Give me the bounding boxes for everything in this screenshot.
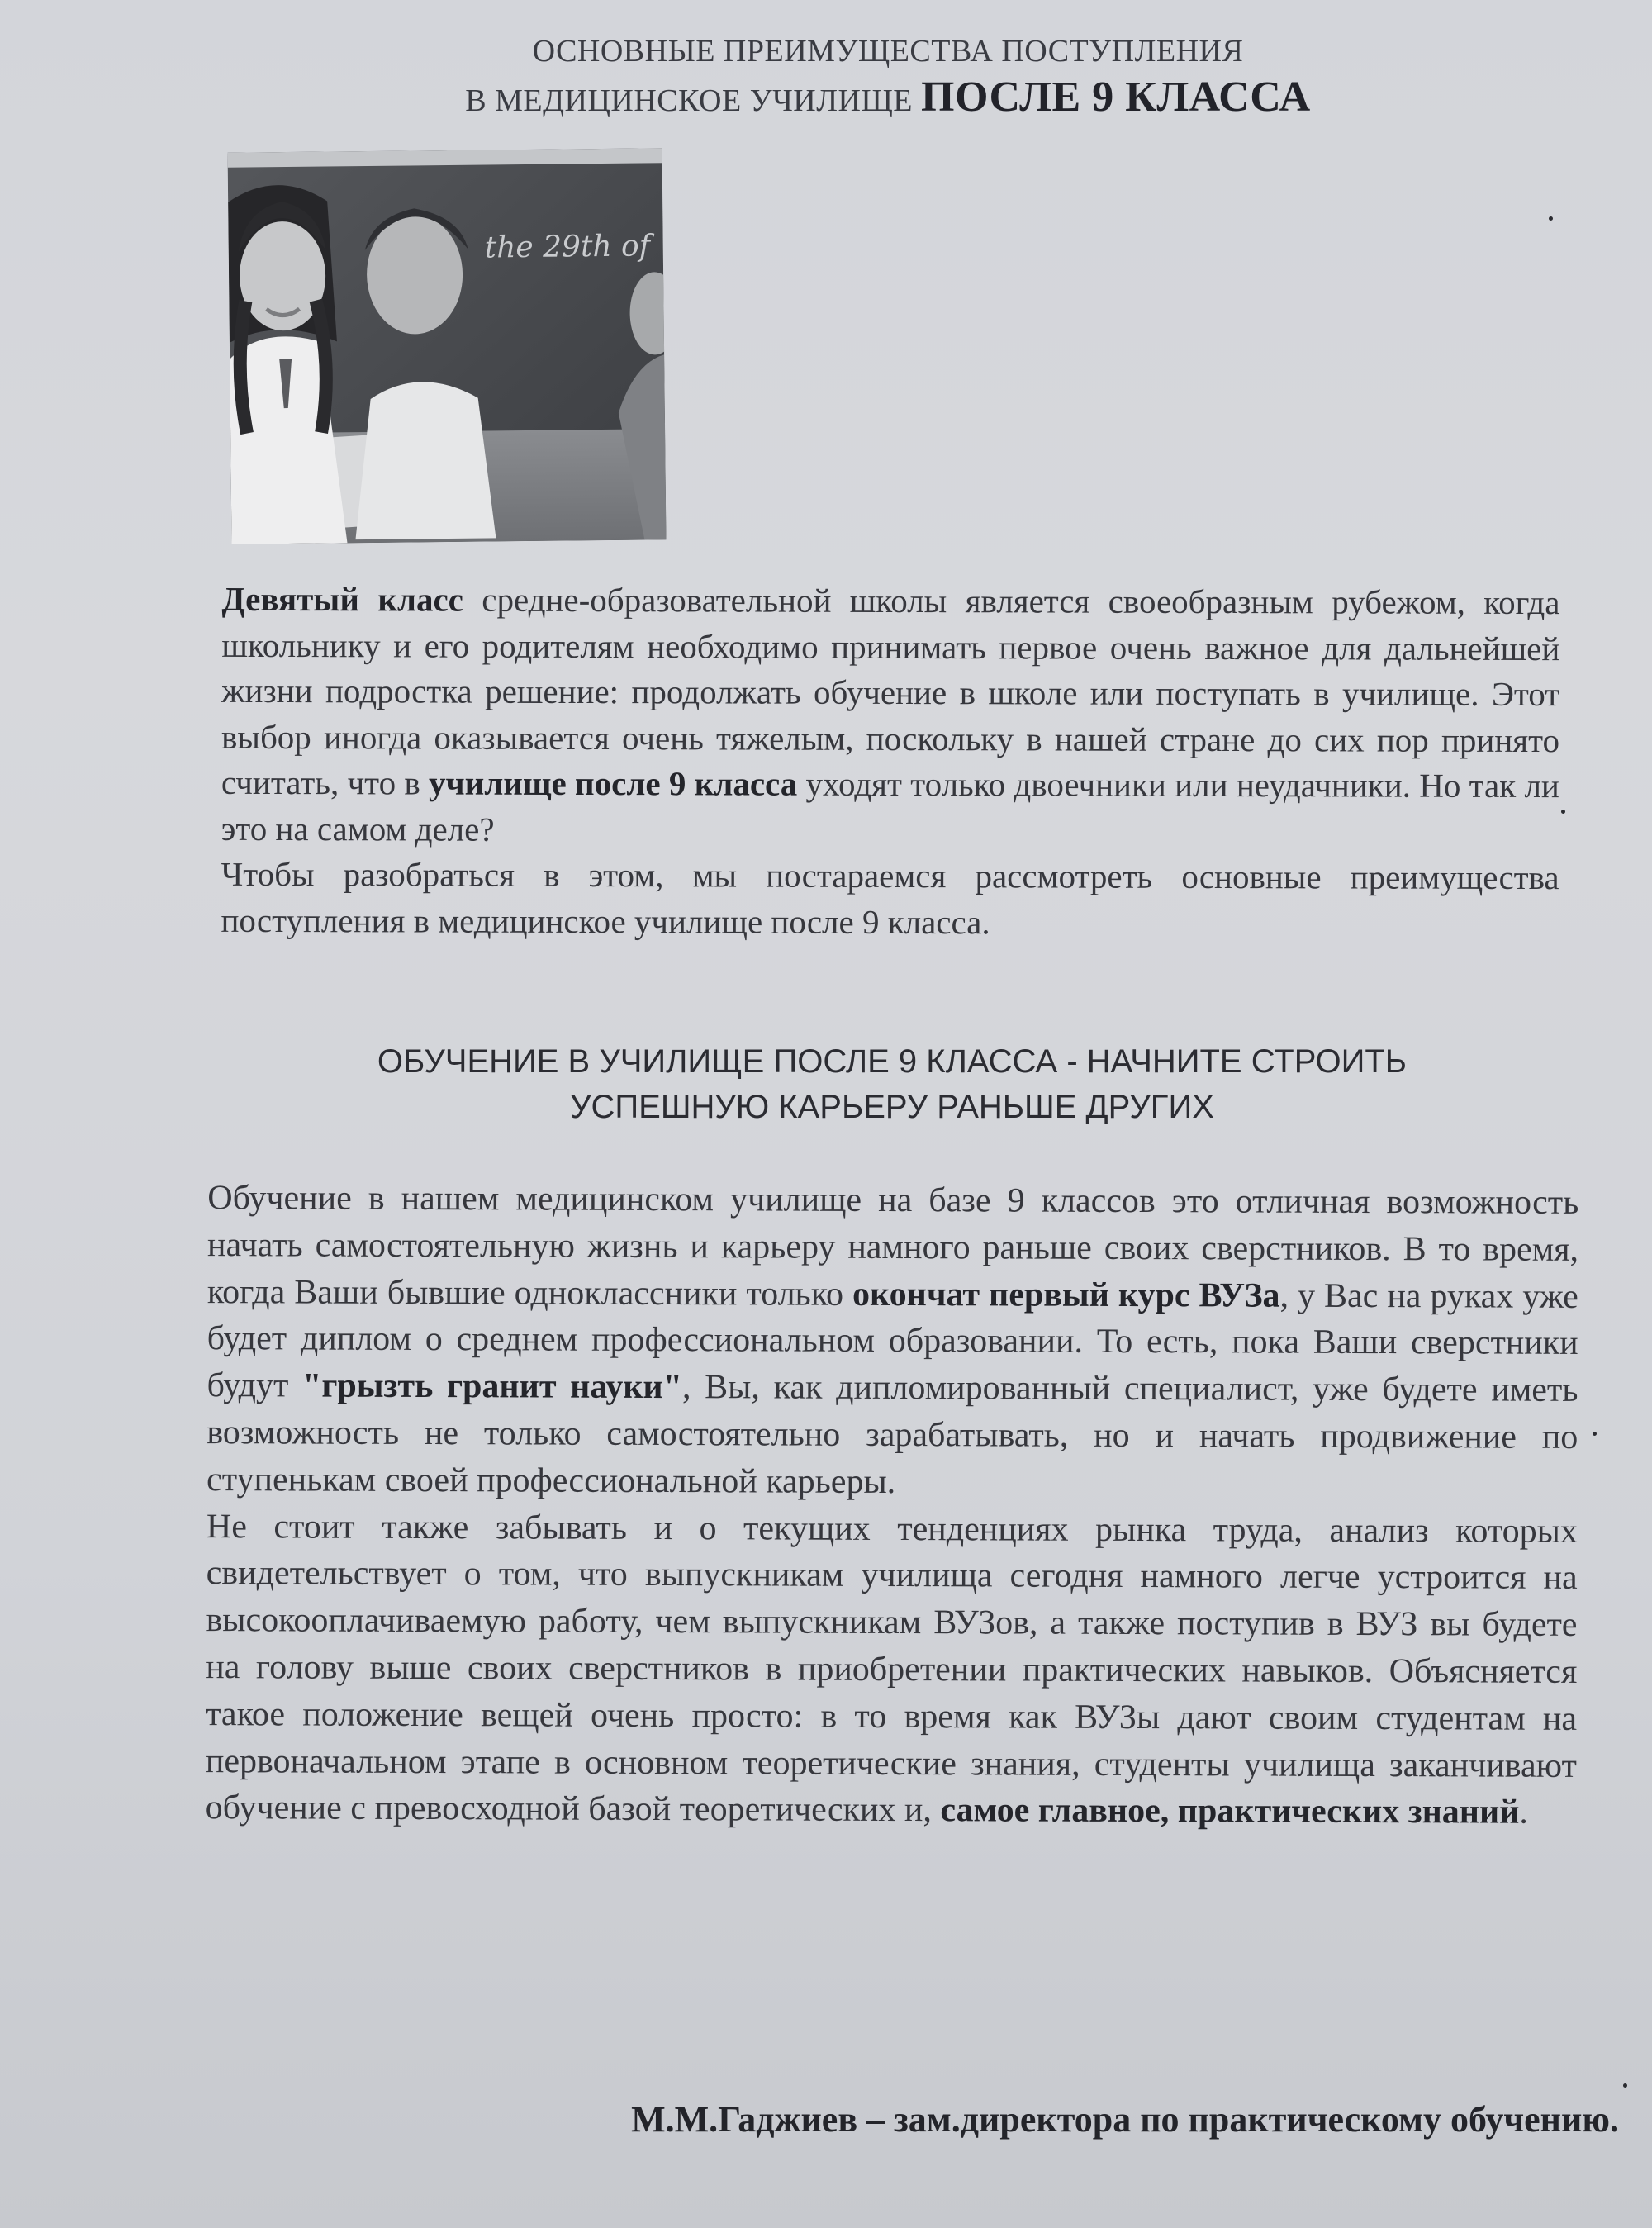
- intro-text-part-1: средне-образовательной школы является своеобразным рубежом, когда школьнику и его родителям необходимо принимать первое очень важное для дальнейшей жизни подростка решение: продолжать обучение в школе или поступать в училище. Этот выбор иногда оказывается очень тяжелым, поскольку в нашей стране до сих пор принято считать, что в: [221, 580, 1560, 802]
- main-text-part-1: Обучение в нашем медицинском училище на базе 9 классов это отличная возможность начать самостоятельную жизнь и карьеру намного раньше своих сверстников. В то время, когда Ваши бывшие одноклассники только: [206, 1179, 1579, 1314]
- main-bold-2: "грызть гранит науки": [301, 1366, 683, 1407]
- main-bold-1: окончат первый курс ВУЗа: [852, 1275, 1280, 1315]
- students-photo: [228, 148, 667, 544]
- intro-bold-mid: училище после 9 класса: [429, 763, 798, 803]
- dust-speck: [1623, 2083, 1627, 2088]
- main-paragraph-2: [206, 1504, 1578, 1836]
- intro-paragraph-2: Чтобы разобраться в этом, мы постараемся рассмотреть основные преимущества поступления в медицинское училище после 9 класса.: [221, 854, 1559, 941]
- main-text-part-2: , у Вас на руках уже будет диплом о среднем профессиональном образовании. То есть, пока Ваши сверстники будут: [206, 1276, 1578, 1405]
- title-line-2-prefix: В МЕДИЦИНСКОЕ УЧИЛИЩЕ: [465, 83, 922, 118]
- main-text-end: .: [1519, 1793, 1529, 1832]
- title-line-1: ОСНОВНЫЕ ПРЕИМУЩЕСТВА ПОСТУПЛЕНИЯ: [532, 34, 1244, 69]
- intro-bold-start: Девятый класс: [221, 579, 463, 619]
- section-heading-line-2: УСПЕШНУЮ КАРЬЕРУ РАНЬШЕ ДРУГИХ: [570, 1089, 1214, 1125]
- main-text-part-4: Не стоит также забывать и о текущих тенденциях рынка труда, анализ которых свидетельствует о том, что выпускникам училища сегодня намного легче устроится на высокооплачиваемую работу, чем выпускникам ВУЗов, а также поступив в ВУЗ вы будете на голову выше своих сверстников в приобретении практических навыков. Объясняется такое положение вещей очень просто: в то время как ВУЗы дают своим студентам на первоначальном этапе в основном теоретические знания, студенты училища заканчивают обучение с превосходной базой теоретических и,: [205, 1507, 1578, 1830]
- main-paragraph-1: [206, 1175, 1578, 1508]
- intro-paragraph-1: [221, 577, 1560, 855]
- intro-text-part-2: уходят только двоечники или неудачники. Но так ли это на самом деле?: [221, 764, 1559, 848]
- title-line-2-emphasis: ПОСЛЕ 9 КЛАССА: [921, 74, 1311, 121]
- dust-speck: [1593, 1432, 1597, 1436]
- section-heading-line-1: ОБУЧЕНИЕ В УЧИЛИЩЕ ПОСЛЕ 9 КЛАССА - НАЧНИТЕ СТРОИТЬ: [377, 1043, 1408, 1080]
- section-heading: [248, 1039, 1536, 1130]
- intro-text: [221, 577, 1559, 947]
- chalkboard-text: the 29th of: [484, 229, 651, 265]
- main-bold-3: самое главное, практических знаний: [940, 1791, 1520, 1832]
- dust-speck: [1561, 810, 1565, 814]
- document-title: [248, 30, 1528, 126]
- dust-speck: [1549, 216, 1553, 221]
- main-text-part-3: , Вы, как дипломированный специалист, уже будете иметь возможность не только самостоятельно зарабатывать, но и начать продвижение по ступенькам своей профессиональной карьеры.: [206, 1368, 1578, 1501]
- signature-line: М.М.Гаджиев – зам.директора по практическому обучению.: [631, 2099, 1619, 2140]
- main-text: [206, 1175, 1579, 1836]
- students-photo-illustration: [228, 148, 667, 544]
- title-line-2: [248, 73, 1528, 126]
